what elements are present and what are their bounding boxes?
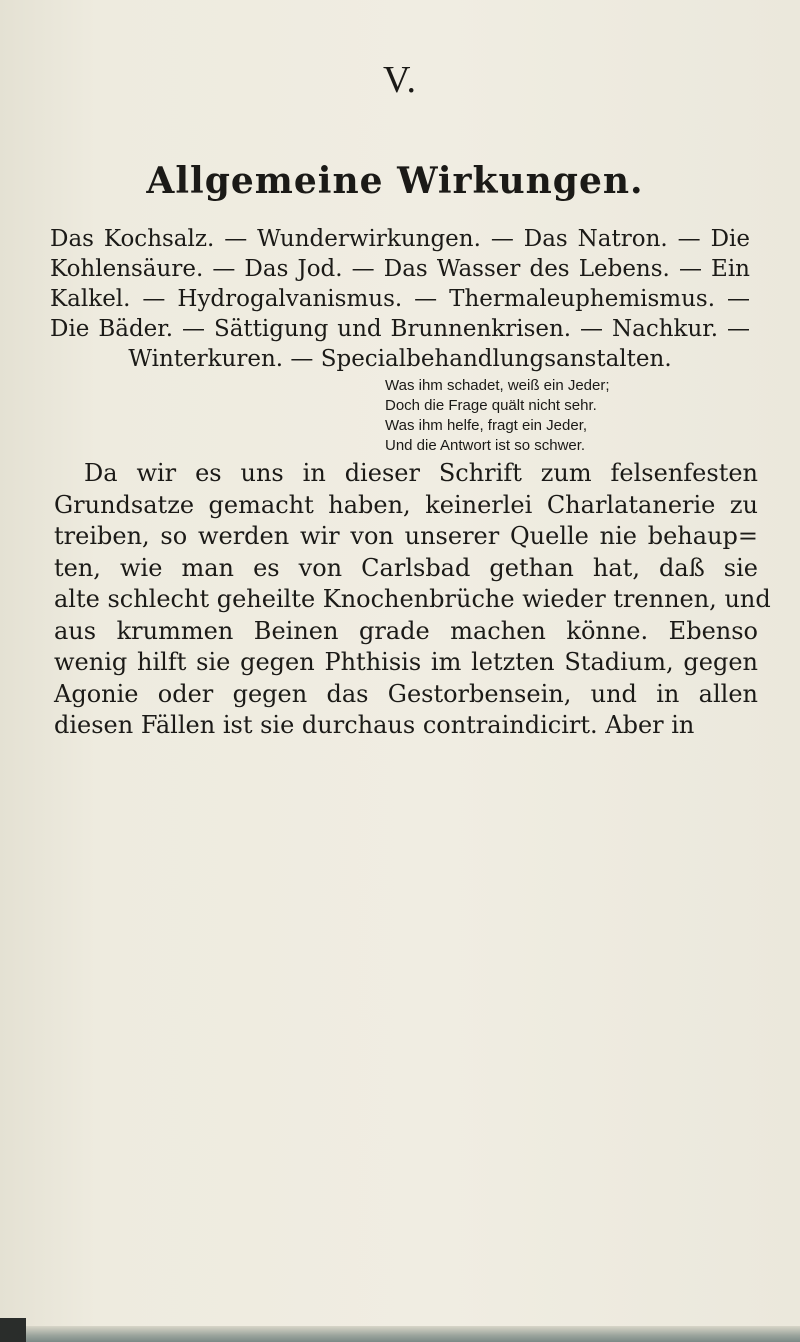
motto-line: Und die Antwort ist so schwer.: [385, 437, 586, 454]
chapter-title: Allgemeine Wirkungen.: [146, 160, 644, 202]
body-line: Grundsatze gemacht haben, keinerlei Charlatanerie zu: [54, 490, 758, 519]
motto-line: Was ihm schadet, weiß ein Jeder;: [385, 377, 610, 394]
page-corner-shadow: [0, 1318, 26, 1342]
motto-line: Doch die Frage quält nicht sehr.: [385, 397, 597, 414]
body-paragraph: [54, 458, 771, 742]
body-line: treiben, so werden wir von unserer Quelle nie behaup=: [54, 522, 758, 550]
body-line: aus krummen Beinen grade machen könne. Ebenso: [54, 616, 758, 645]
body-line: diesen Fällen ist sie durchaus contraindicirt. Aber in: [54, 711, 695, 739]
body-line: Agonie oder gegen das Gestorbensein, und in allen: [54, 679, 758, 708]
chapter-number: V.: [382, 59, 418, 101]
page-bottom-edge: [0, 1326, 800, 1342]
body-line: Da wir es uns in dieser Schrift zum felsenfesten: [84, 459, 758, 487]
motto-line: Was ihm helfe, fragt ein Jeder,: [385, 417, 588, 434]
body-line: ten, wie man es von Carlsbad gethan hat, daß sie: [54, 553, 758, 582]
chapter-summary: Das Kochsalz. — Wunderwirkungen. — Das Natron. — Die Kohlensäure. — Das Jod. — Das Wasser des Lebens. — Ein Kalkel. — Hydrogalvanismus. — Thermaleuphemismus. — Die Bäder. — Sättigung und Brunnenkrisen. — Nachkur. — Winterkuren. — Specialbehandlungsanstalten.: [50, 226, 750, 372]
body-line: alte schlecht geheilte Knochenbrüche wieder trennen, und: [54, 585, 771, 613]
body-line: wenig hilft sie gegen Phthisis im letzten Stadium, gegen: [54, 648, 758, 676]
motto-verse: [385, 376, 745, 456]
